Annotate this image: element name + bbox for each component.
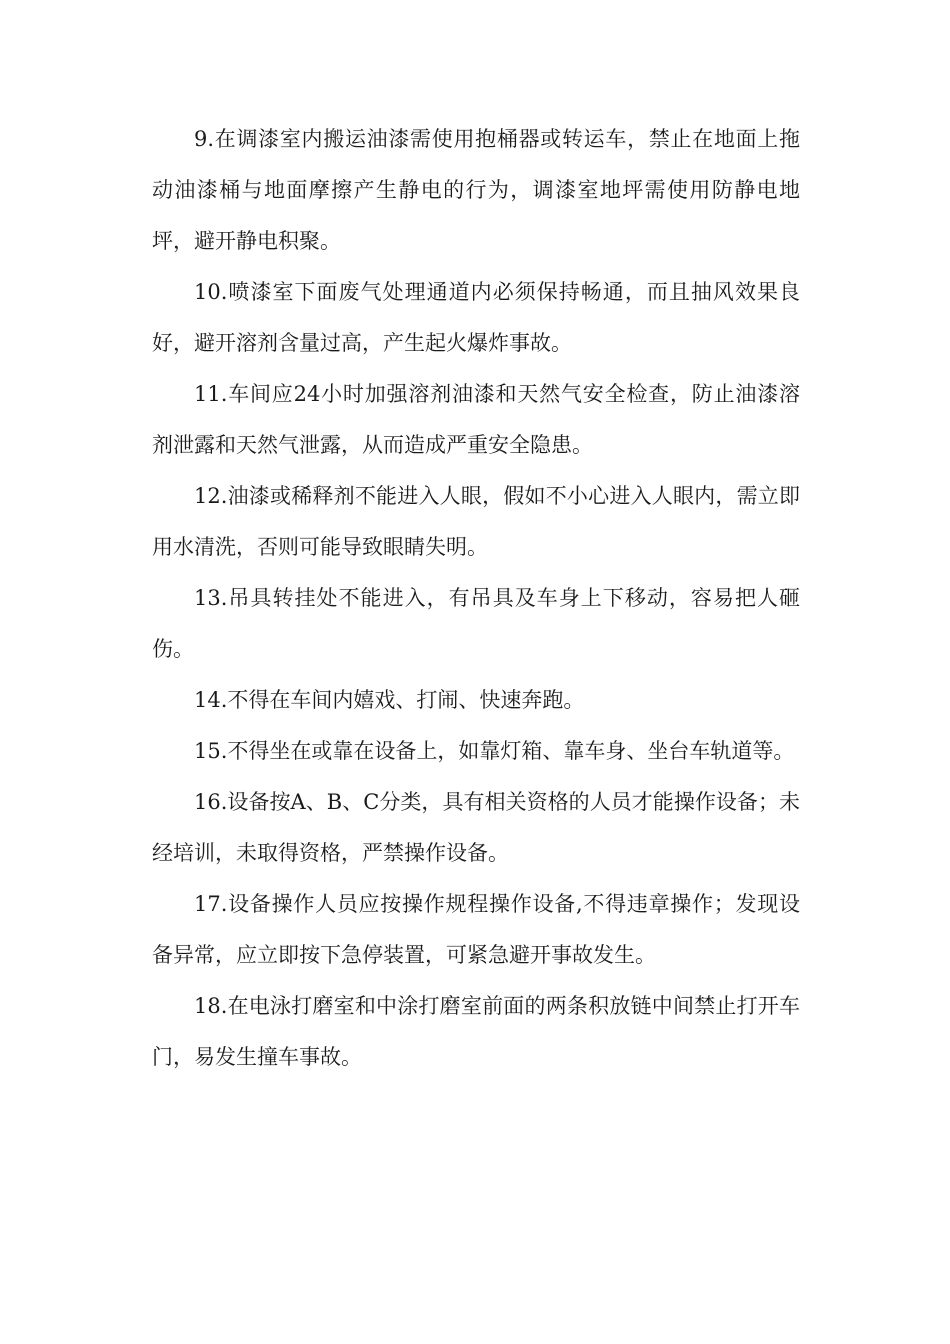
document-body [152, 114, 800, 1083]
paragraph-item-14: 14.不得在车间内嬉戏、打闹、快速奔跑。 [194, 688, 585, 712]
paragraph-item-18: 18.在电泳打磨室和中涂打磨室前面的两条积放链中间禁止打开车门，易发生撞车事故。 [152, 994, 800, 1069]
paragraph-item-15: 15.不得坐在或靠在设备上，如靠灯箱、靠车身、坐台车轨道等。 [194, 739, 795, 763]
paragraph-item-9: 9.在调漆室内搬运油漆需使用抱桶器或转运车，禁止在地面上拖动油漆桶与地面摩擦产生静电的行为，调漆室地坪需使用防静电地坪，避开静电积聚。 [152, 127, 800, 253]
paragraph-item-16: 16.设备按A、B、C分类，具有相关资格的人员才能操作设备；未经培训，未取得资格，严禁操作设备。 [152, 790, 800, 865]
paragraph-item-11: 11.车间应24小时加强溶剂油漆和天然气安全检查，防止油漆溶剂泄露和天然气泄露，从而造成严重安全隐患。 [152, 382, 800, 457]
paragraph-item-17: 17.设备操作人员应按操作规程操作设备,不得违章操作；发现设备异常，应立即按下急停装置，可紧急避开事故发生。 [152, 892, 800, 967]
paragraph-item-13: 13.吊具转挂处不能进入，有吊具及车身上下移动，容易把人砸伤。 [152, 586, 800, 661]
paragraph-item-10: 10.喷漆室下面废气处理通道内必须保持畅通，而且抽风效果良好，避开溶剂含量过高，产生起火爆炸事故。 [152, 280, 800, 355]
paragraph-item-12: 12.油漆或稀释剂不能进入人眼，假如不小心进入人眼内，需立即用水清洗，否则可能导致眼睛失明。 [152, 484, 800, 559]
